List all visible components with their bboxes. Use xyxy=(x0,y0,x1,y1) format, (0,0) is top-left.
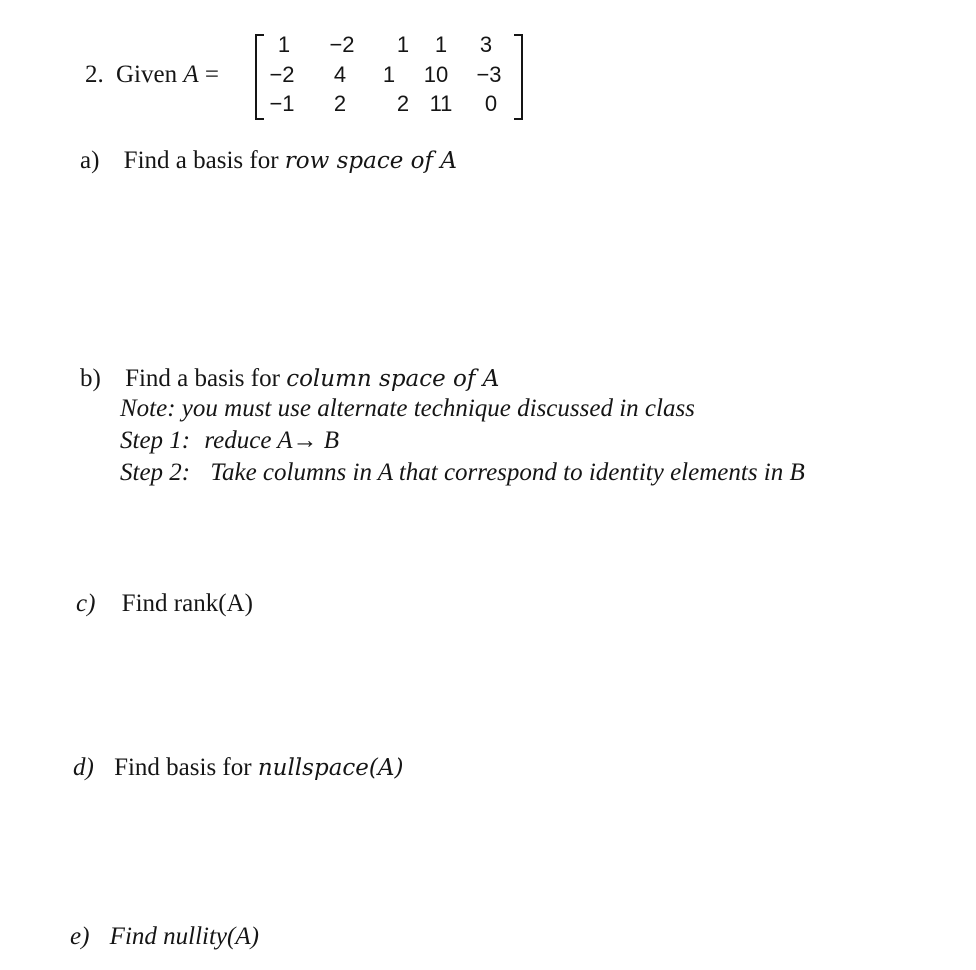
part-d xyxy=(73,753,403,783)
step2-text: Take columns in A that correspond to identity elements in B xyxy=(210,459,805,486)
part-c-text: Find rank(A) xyxy=(121,590,253,617)
matrix-cell: 1 xyxy=(382,62,396,87)
part-d-text: Find basis for xyxy=(114,754,252,781)
matrix-cell: 2 xyxy=(333,91,347,116)
matrix-right-bracket xyxy=(514,34,523,120)
part-b xyxy=(80,364,499,394)
part-b-math: column space of A xyxy=(286,366,500,392)
part-e xyxy=(70,922,259,952)
step2-label: Step 2: xyxy=(120,459,191,486)
part-c xyxy=(76,589,253,619)
part-a-math: row space of A xyxy=(284,148,457,174)
part-a-label: a) xyxy=(80,147,100,174)
matrix-cell: −2 xyxy=(329,32,355,57)
part-b-step1 xyxy=(120,426,339,456)
matrix-cell: 1 xyxy=(396,32,410,57)
problem-header xyxy=(85,60,219,90)
part-b-step2 xyxy=(120,458,805,488)
part-d-label: d) xyxy=(73,754,94,781)
matrix-cell: 1 xyxy=(277,32,291,57)
step1-text: reduce A→ B xyxy=(204,427,340,454)
problem-number: 2. xyxy=(85,61,104,88)
step1-label: Step 1: xyxy=(120,427,191,454)
part-b-text: Find a basis for xyxy=(125,365,280,392)
matrix-cell: 1 xyxy=(434,32,448,57)
matrix-cell: 11 xyxy=(429,91,453,116)
part-b-note: Note: you must use alternate technique discussed in class xyxy=(120,395,695,422)
matrix-cell: −1 xyxy=(269,91,295,116)
matrix-a xyxy=(255,30,523,120)
given-label: Given xyxy=(116,61,178,88)
matrix-cell: −2 xyxy=(269,62,295,87)
matrix-cell: 0 xyxy=(484,91,498,116)
part-d-math: nullspace(A) xyxy=(257,755,404,781)
matrix-cell: 10 xyxy=(423,62,449,87)
part-e-text: Find nullity(A) xyxy=(109,923,259,950)
matrix-cell: 3 xyxy=(479,32,493,57)
equals-sign: = xyxy=(204,61,219,88)
matrix-cell: 4 xyxy=(333,62,347,87)
matrix-cell: 2 xyxy=(396,91,410,116)
part-b-label: b) xyxy=(80,365,101,392)
part-c-label: c) xyxy=(76,590,96,617)
matrix-cell: −3 xyxy=(476,62,502,87)
part-a xyxy=(80,146,457,176)
part-e-label: e) xyxy=(70,923,90,950)
matrix-symbol: A xyxy=(183,61,199,88)
part-a-text: Find a basis for xyxy=(123,147,279,174)
